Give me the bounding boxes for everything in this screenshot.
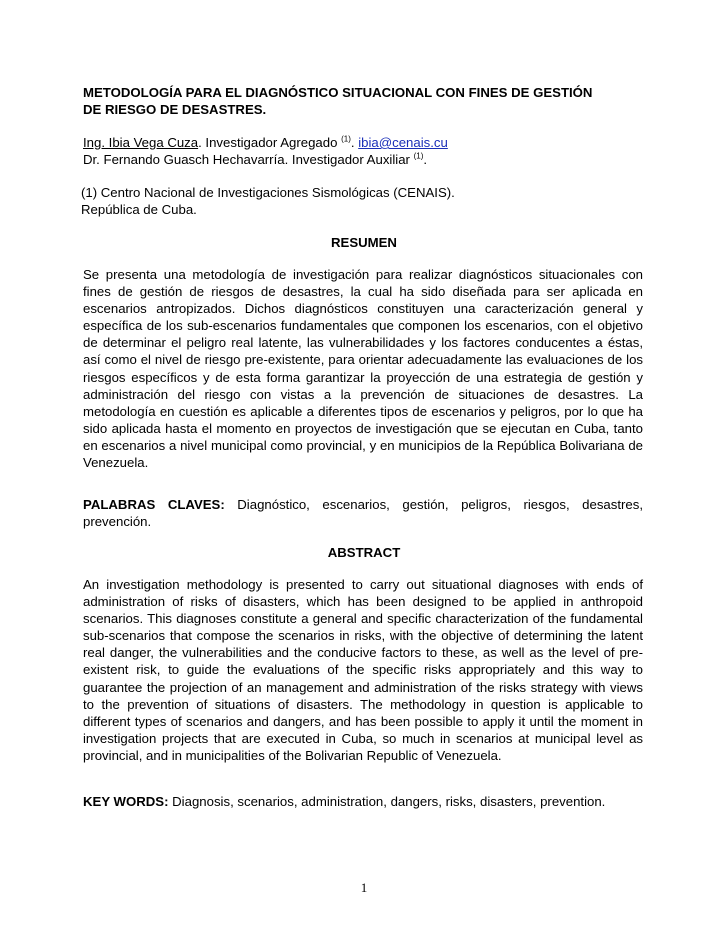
- resumen-heading: RESUMEN: [331, 235, 397, 250]
- title-line-1: METODOLOGÍA PARA EL DIAGNÓSTICO SITUACIONAL CON FINES DE GESTIÓN: [83, 85, 593, 100]
- abstract-keywords: [83, 793, 643, 810]
- resumen-keywords-label: PALABRAS CLAVES:: [83, 497, 225, 512]
- author-1-role: . Investigador Agregado: [198, 135, 338, 150]
- affiliation: [81, 184, 641, 218]
- affiliation-line-2: República de Cuba.: [81, 202, 197, 218]
- author-2: [83, 151, 643, 168]
- resumen-body: Se presenta una metodología de investigación para realizar diagnósticos situacionales con fines de gestión de riesgos de desastres, la cual ha sido diseñada para ser aplicada en escenarios antropizados. Dichos diagnósticos constituyen una caracterización general y específica de los sub-escenarios fundamentales que componen los escenarios, con el objetivo de determinar el peligro real latente, las vulnerabilidades y los factores conducentes a éstas, así como el nivel de riesgo pre-existente, para orientar adecuadamente las evaluaciones de los riesgos específicos y de esta forma garantizar la proyección de una estrategia de gestión y administración del riesgo con vistas a la prevención de situaciones de desastres. La metodología en cuestión es aplicable a diferentes tipos de escenarios y peligros, por lo que ha sido aplicada hasta el momento en proyectos de investigación que se ejecutan en Cuba, tanto en escenarios a nivel municipal como provincial, y en municipios de la República Bolivariana de Venezuela.: [83, 267, 643, 471]
- abstract-keywords-text: Diagnosis, scenarios, administration, dangers, risks, disasters, prevention.: [172, 794, 606, 809]
- abstract-heading: ABSTRACT: [327, 545, 401, 560]
- author-1-sup: (1): [341, 134, 351, 144]
- title-line-2: DE RIESGO DE DESASTRES.: [83, 102, 267, 118]
- resumen-keywords: [83, 496, 643, 530]
- resumen-keywords-text: Diagnóstico, escenarios, gestión, peligros, riesgos, desastres, prevención.: [83, 497, 644, 530]
- paper-title: [83, 84, 643, 118]
- authors: [83, 134, 643, 168]
- author-1-sep: .: [350, 135, 359, 150]
- author-2-sup: (1): [413, 151, 424, 161]
- author-2-role: . Investigador Auxiliar: [284, 152, 410, 168]
- abstract-keywords-label: KEY WORDS:: [83, 794, 169, 809]
- author-1-email-link[interactable]: ibia@cenais.cu: [358, 135, 448, 150]
- author-2-tail: .: [423, 152, 428, 168]
- page-number: 1: [360, 880, 368, 895]
- abstract-body: An investigation methodology is presented to carry out situational diagnoses with ends of administration of risks of disasters, which has been designed to be applied in anthropoid scenarios. This diagnoses constitute a general and specific characterization of the fundamental sub-scenarios that compose the scenarios in risks, with the objective of determining the latent real danger, the vulnerabilities and the conducive factors to these, as well as the level of pre-existent risk, to guide the evaluations of the specific risks appropriately and this way to guarantee the projection of an management and administration of the risks strategy with views to the prevention of situations of disasters. The methodology in question is applicable to different types of scenarios and dangers, and has been possible to apply it until the moment in investigation projects that are executed in Cuba, so much in scenarios at municipal level as provincial, and in municipalities of the Bolivarian Republic of Venezuela.: [83, 577, 643, 763]
- author-1-name: Ing. Ibia Vega Cuza: [83, 135, 199, 150]
- affiliation-line-1: (1) Centro Nacional de Investigaciones Sismológicas (CENAIS).: [81, 185, 455, 200]
- author-2-name: Dr. Fernando Guasch Hechavarría: [83, 152, 285, 168]
- author-1: [83, 134, 643, 151]
